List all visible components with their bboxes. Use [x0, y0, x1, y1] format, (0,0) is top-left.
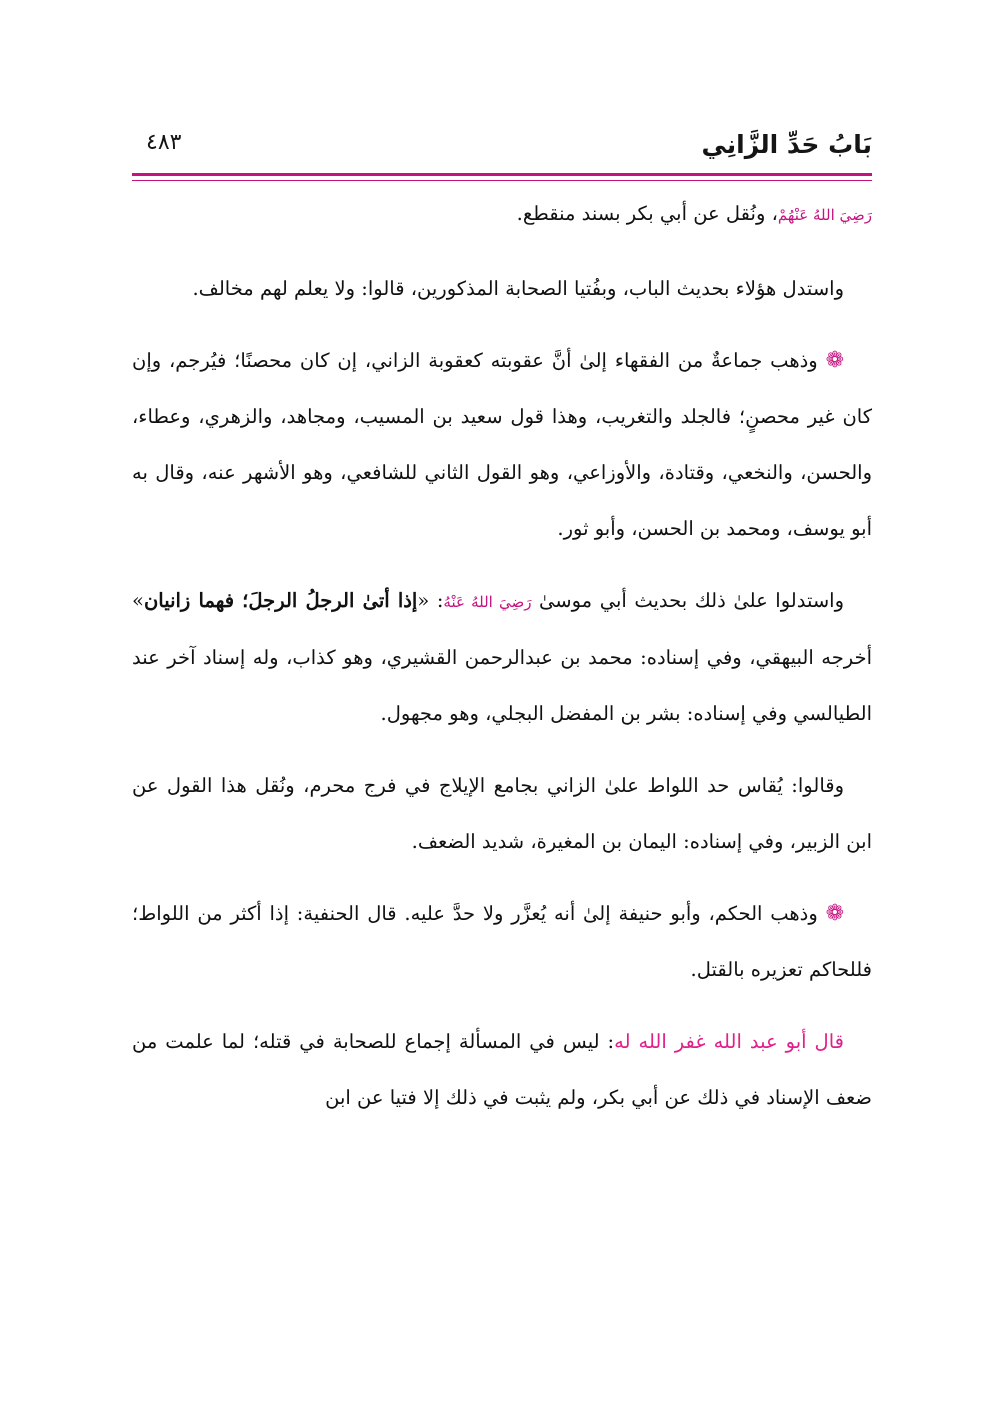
flower-ornament-icon: ❁	[825, 901, 844, 926]
paragraph-7	[132, 1014, 872, 1126]
hadith-open-quote: : «	[417, 589, 444, 612]
page-header	[132, 126, 872, 172]
author-attribution: قال أبو عبد الله غفر الله له	[614, 1030, 844, 1053]
paragraph-5-text: وقالوا: يُقاس حد اللواط علىٰ الزاني بجامع الإيلاج في فرج محرم، ونُقل هذا القول عن ابن الزبير، وفي إسناده: اليمان بن المغيرة، شديد الضعف.	[132, 774, 872, 853]
paragraph-4-text-before: واستدلوا علىٰ ذلك بحديث أبي موسىٰ	[539, 589, 845, 612]
paragraph-3	[132, 333, 872, 557]
chapter-title: بَابُ حَدِّ الزَّانِي	[701, 130, 872, 159]
paragraph-5	[132, 758, 872, 870]
paragraph-2	[132, 261, 872, 317]
paragraph-2-text: واستدل هؤلاء بحديث الباب، وبفُتيا الصحابة المذكورين، قالوا: ولا يعلم لهم مخالف.	[192, 277, 844, 300]
body-text	[132, 186, 872, 1142]
header-rule-thin	[132, 180, 872, 181]
paragraph-6-text: وذهب الحكم، وأبو حنيفة إلىٰ أنه يُعزَّر ولا حدَّ عليه. قال الحنفية: إذا أكثر من اللواط؛ فللحاكم تعزيره بالقتل.	[132, 902, 872, 981]
paragraph-4-text-after: » أخرجه البيهقي، وفي إسناده: محمد بن عبدالرحمن القشيري، وهو كذاب، وله إسناد آخر عند الطيالسي وفي إسناده: بشر بن المفضل البجلي، وهو مجهول.	[132, 589, 872, 725]
paragraph-6	[132, 886, 872, 998]
flower-ornament-icon: ❁	[825, 348, 844, 373]
paragraph-3-text: وذهب جماعةٌ من الفقهاء إلىٰ أنَّ عقوبته كعقوبة الزاني، إن كان محصنًا؛ فيُرجم، وإن كان غير محصنٍ؛ فالجلد والتغريب، وهذا قول سعيد بن المسيب، ومجاهد، والزهري، وعطاء، والحسن، والنخعي، وقتادة، والأوزاعي، وهو القول الثاني للشافعي، وهو الأشهر عنه، وقال به أبو يوسف، ومحمد بن الحسن، وأبو ثور.	[132, 349, 872, 540]
paragraph-4	[132, 573, 872, 742]
hadith-text: إذا أتىٰ الرجلُ الرجلَ؛ فهما زانيان	[143, 589, 418, 612]
paragraph-1	[132, 186, 872, 243]
honorific-mark: رَضِيَ اللهُ عَنْهُمْ	[777, 206, 872, 224]
honorific-mark: رَضِيَ اللهُ عَنْهُ	[443, 593, 532, 611]
header-rule-thick	[132, 173, 872, 176]
paragraph-1-text: ، ونُقل عن أبي بكر بسند منقطع.	[516, 202, 778, 225]
paragraph-7-text: : ليس في المسألة إجماع للصحابة في قتله؛ لما علمت من ضعف الإسناد في ذلك عن أبي بكر، ولم يثبت في ذلك إلا فتيا عن ابن	[132, 1030, 872, 1109]
page-number: ٤٨٣	[146, 130, 182, 155]
